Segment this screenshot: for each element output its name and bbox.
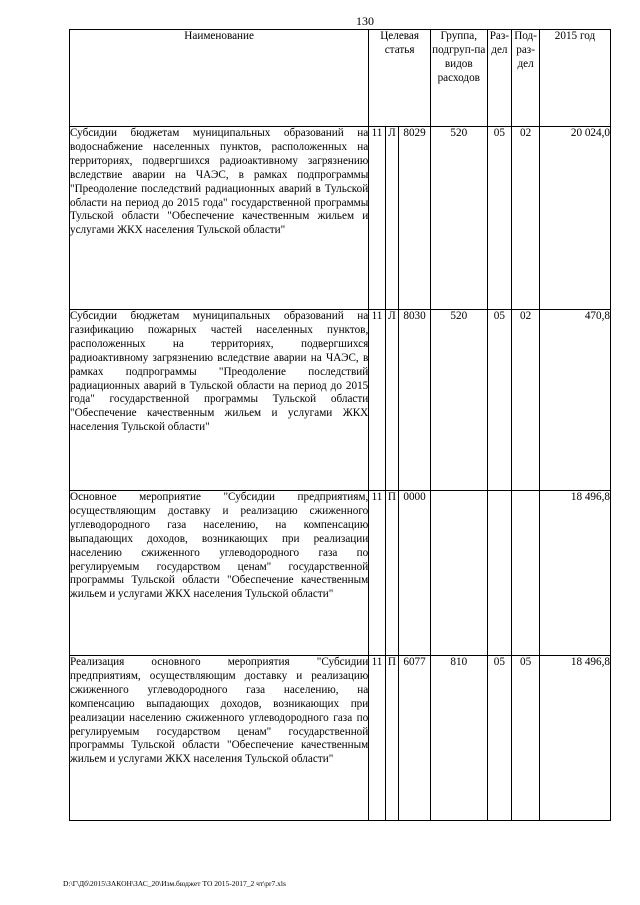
row-code-direction: 8030 <box>399 310 431 491</box>
row-code-program: 11 <box>369 491 385 656</box>
row-razdel: 05 <box>487 310 512 491</box>
row-podrazdel: 05 <box>512 656 540 821</box>
row-code-subprogram: П <box>385 656 398 821</box>
table-row <box>70 491 611 656</box>
row-code-subprogram: П <box>385 491 398 656</box>
row-name: Субсидии бюджетам муниципальных образований на газификацию пожарных частей населенных пунктов, расположенных на территориях, подвергшихся радиоактивному загрязнению вследствие аварии на ЧАЭС, в рамках подпрограммы "Преодоление последствий радиационных аварий в Тульской области на период до 2015 года" государственной программы Тульской области "Обеспечение качественным жильем и услугами ЖКХ населения Тульской области" <box>70 310 369 491</box>
header-group: Группа, подгруп-па видов расходов <box>430 30 487 127</box>
row-name: Реализация основного мероприятия "Субсидии предприятиям, осуществляющим доставку и реализацию сжиженного углеводородного газа населению, на компенсацию выпадающих доходов, возникающих при реализации населению сжиженного углеводородного газа по регулируемым государством ценам" государственной программы Тульской области "Обеспечение качественным жильем и услугами ЖКХ населения Тульской области" <box>70 656 369 821</box>
row-amount: 20 024,0 <box>539 127 610 310</box>
header-razdel: Раз-дел <box>487 30 512 127</box>
row-podrazdel <box>512 491 540 656</box>
row-name: Основное мероприятие "Субсидии предприятиям, осуществляющим доставку и реализацию сжиженного углеводородного газа населению, на компенсацию выпадающих доходов, возникающих при реализации населению сжиженного углеводородного газа по регулируемым государством ценам" государственной программы Тульской области "Обеспечение качественным жильем и услугами ЖКХ населения Тульской области" <box>70 491 369 656</box>
row-amount: 18 496,8 <box>539 656 610 821</box>
header-target: Целевая статья <box>369 30 431 127</box>
table-header-row <box>70 30 611 127</box>
row-amount: 470,8 <box>539 310 610 491</box>
budget-table <box>69 29 611 821</box>
header-name: Наименование <box>70 30 369 127</box>
row-name: Субсидии бюджетам муниципальных образований на водоснабжение населенных пунктов, расположенных на территориях, подвергшихся радиоактивному загрязнению вследствие аварии на ЧАЭС, в рамках подпрограммы "Преодоление последствий радиационных аварий в Тульской области на период до 2015 года" государственной программы Тульской области "Обеспечение качественным жильем и услугами ЖКХ населения Тульской области" <box>70 127 369 310</box>
file-path-footer: D:\Г\Дб\2015\ЗАКОН\ЗАС_20\Изм.бюджет ТО 2015-2017_2 чт\pr7.xls <box>63 879 286 888</box>
header-podrazdel: Под-раз-дел <box>512 30 540 127</box>
table-row <box>70 656 611 821</box>
row-group: 520 <box>430 310 487 491</box>
row-group: 520 <box>430 127 487 310</box>
row-code-subprogram: Л <box>385 127 398 310</box>
row-razdel <box>487 491 512 656</box>
row-amount: 18 496,8 <box>539 491 610 656</box>
row-code-direction: 8029 <box>399 127 431 310</box>
row-code-program: 11 <box>369 310 385 491</box>
row-podrazdel: 02 <box>512 310 540 491</box>
row-razdel: 05 <box>487 656 512 821</box>
page-number: 130 <box>356 14 374 28</box>
header-year: 2015 год <box>539 30 610 127</box>
row-code-program: 11 <box>369 127 385 310</box>
row-code-program: 11 <box>369 656 385 821</box>
row-podrazdel: 02 <box>512 127 540 310</box>
table-row <box>70 310 611 491</box>
row-group: 810 <box>430 656 487 821</box>
row-razdel: 05 <box>487 127 512 310</box>
row-code-direction: 6077 <box>399 656 431 821</box>
table-row <box>70 127 611 310</box>
row-code-subprogram: Л <box>385 310 398 491</box>
row-code-direction: 0000 <box>399 491 431 656</box>
row-group <box>430 491 487 656</box>
